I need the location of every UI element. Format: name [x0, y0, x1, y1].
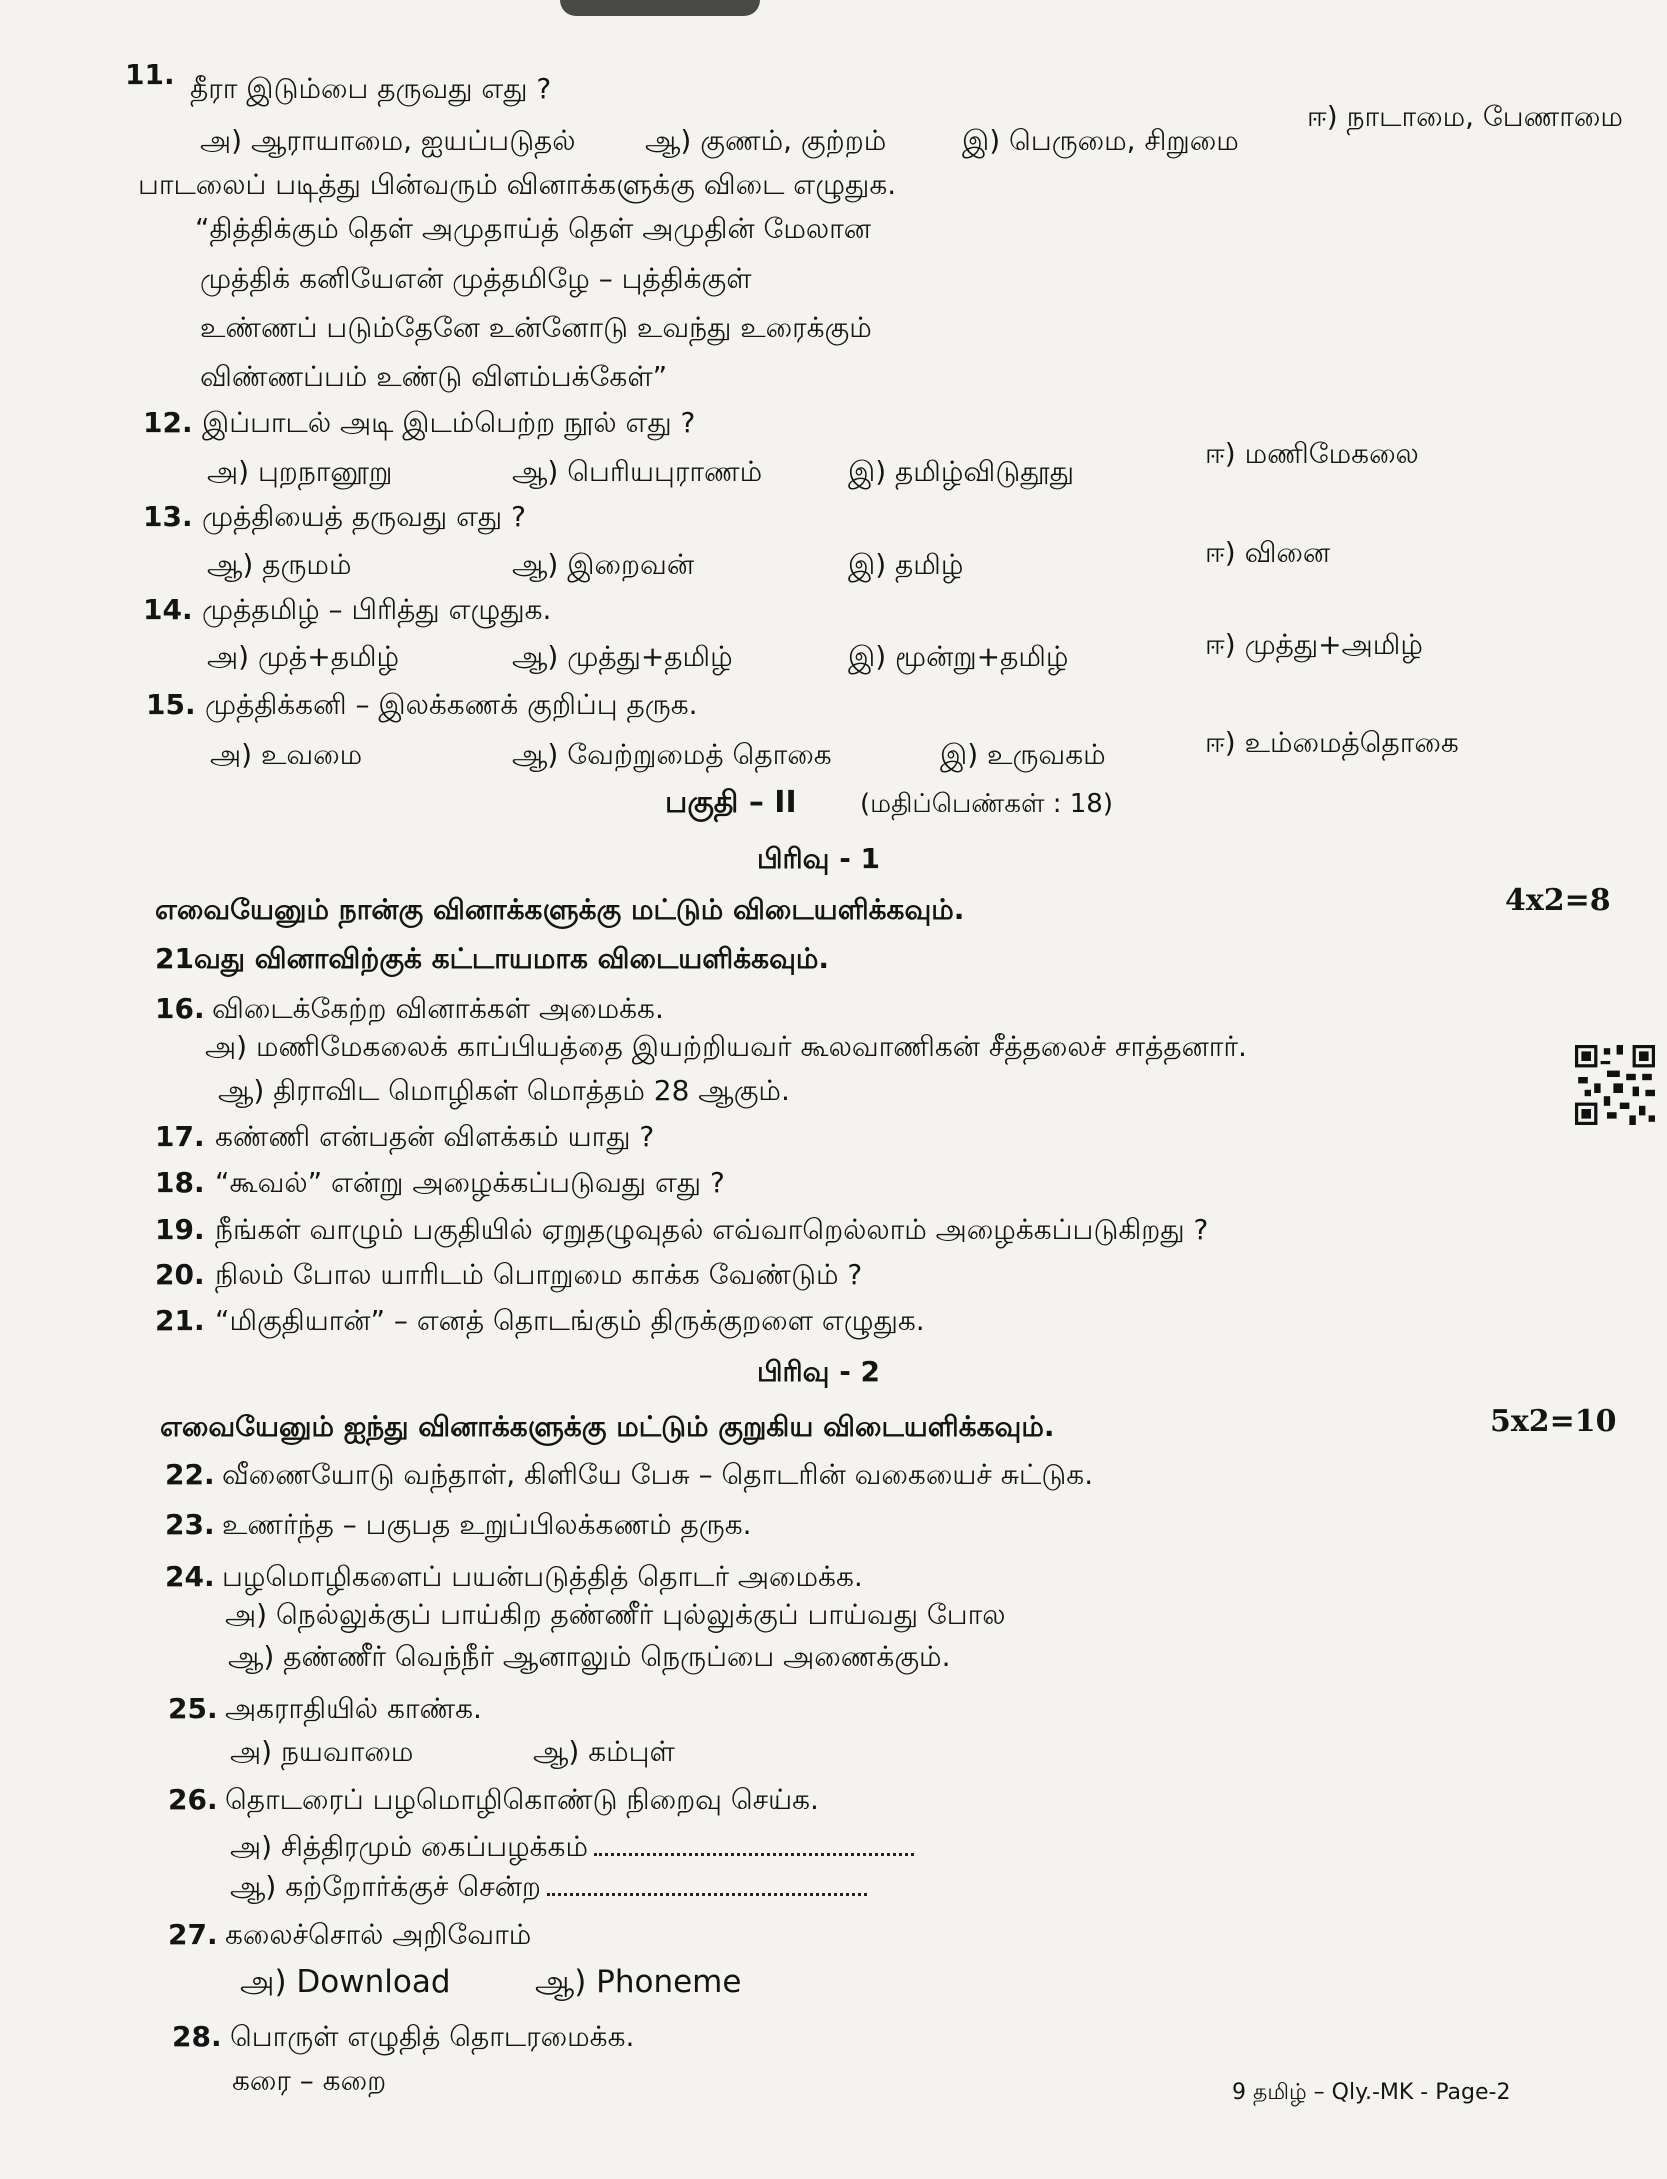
q26-sub-a	[230, 1830, 914, 1864]
q27-sub-b: ஆ) Phoneme	[535, 1964, 742, 2000]
q17-text: கண்ணி என்பதன் விளக்கம் யாது ?	[215, 1120, 655, 1153]
q14-text: முத்தமிழ் – பிரித்து எழுதுக.	[202, 593, 552, 626]
answer-blank	[547, 1893, 867, 1896]
q14-option-b: ஆ) முத்து+தமிழ்	[512, 640, 733, 673]
qr-code-icon	[1575, 1045, 1655, 1125]
q20-number: 20.	[155, 1258, 205, 1291]
q24-sub-a: அ) நெல்லுக்குப் பாய்கிற தண்ணீர் புல்லுக்குப் பாய்வது போல	[225, 1598, 1006, 1631]
page-footer: 9 தமிழ் – Qly.-MK - Page-2	[1232, 2080, 1511, 2105]
q27-sub-a: அ) Download	[240, 1964, 451, 2000]
q12-option-c: இ) தமிழ்விடுதூது	[848, 455, 1075, 488]
q13-number: 13.	[143, 500, 193, 533]
q23-text: உணர்ந்த – பகுபத உறுப்பிலக்கணம் தருக.	[222, 1508, 752, 1541]
q26-sub-b-label: ஆ) கற்றோர்க்குச் சென்ற	[230, 1870, 541, 1903]
q25-sub-b: ஆ) கம்புள்	[533, 1735, 675, 1768]
q23-number: 23.	[165, 1508, 215, 1541]
poem-line-1: “தித்திக்கும் தெள் அமுதாய்த் தெள் அமுதின் மேலான	[195, 212, 871, 245]
q17-number: 17.	[155, 1120, 205, 1153]
q20-text: நிலம் போல யாரிடம் பொறுமை காக்க வேண்டும் ?	[215, 1258, 863, 1291]
q12-number: 12.	[143, 406, 193, 439]
poem-line-3: உண்ணப் படும்தேனே உன்னோடு உவந்து உரைக்கும்	[200, 311, 872, 344]
section-1-marks: 4x2=8	[1505, 883, 1611, 918]
q11-number: 11.	[125, 58, 175, 91]
scan-smudge	[560, 0, 760, 16]
q21-number: 21.	[155, 1304, 205, 1337]
q15-number: 15.	[146, 688, 196, 721]
poem-line-2: முத்திக் கனியேஎன் முத்தமிழே – புத்திக்குள்	[200, 262, 752, 295]
q28-number: 28.	[172, 2020, 222, 2053]
q12-text: இப்பாடல் அடி இடம்பெற்ற நூல் எது ?	[202, 406, 696, 439]
answer-blank	[594, 1853, 914, 1856]
q25-number: 25.	[168, 1692, 218, 1725]
q15-option-a: அ) உவமை	[210, 738, 363, 771]
q16-number: 16.	[155, 992, 205, 1025]
section-1-title: பிரிவு - 1	[756, 842, 881, 875]
q27-number: 27.	[168, 1918, 218, 1951]
section-2-instruction: எவையேனும் ஐந்து வினாக்களுக்கு மட்டும் குறுகிய விடையளிக்கவும்.	[160, 1410, 1055, 1443]
section-2-marks: 5x2=10	[1490, 1404, 1617, 1439]
q26-number: 26.	[168, 1783, 218, 1816]
section-1-mandatory-note: 21வது வினாவிற்குக் கட்டாயமாக விடையளிக்கவும்.	[155, 942, 830, 975]
part-title: பகுதி – II	[665, 785, 797, 820]
q24-sub-b: ஆ) தண்ணீர் வெந்நீர் ஆனாலும் நெருப்பை அணைக்கும்.	[228, 1640, 951, 1673]
q26-text: தொடரைப் பழமொழிகொண்டு நிறைவு செய்க.	[225, 1783, 819, 1816]
q19-text: நீங்கள் வாழும் பகுதியில் ஏறுதழுவுதல் எவ்வாறெல்லாம் அழைக்கப்படுகிறது ?	[215, 1213, 1209, 1246]
q15-option-d: ஈ) உம்மைத்தொகை	[1205, 726, 1459, 759]
q15-option-b: ஆ) வேற்றுமைத் தொகை	[512, 738, 832, 771]
q14-option-d: ஈ) முத்து+அமிழ்	[1205, 628, 1423, 661]
q11-option-c: இ) பெருமை, சிறுமை	[962, 124, 1239, 157]
q15-text: முத்திக்கனி – இலக்கணக் குறிப்பு தருக.	[205, 688, 698, 721]
q13-option-a: ஆ) தருமம்	[207, 548, 352, 581]
q13-option-b: ஆ) இறைவன்	[512, 548, 694, 581]
q26-sub-a-label: அ) சித்திரமும் கைப்பழக்கம்	[230, 1830, 588, 1863]
q12-option-d: ஈ) மணிமேகலை	[1205, 437, 1419, 470]
q13-option-d: ஈ) வினை	[1205, 536, 1331, 569]
q26-sub-b	[230, 1870, 867, 1904]
q15-option-c: இ) உருவகம்	[940, 738, 1106, 771]
q22-text: வீணையோடு வந்தாள், கிளியே பேசு – தொடரின் வகையைச் சுட்டுக.	[222, 1458, 1094, 1491]
q14-option-a: அ) முத்+தமிழ்	[207, 640, 400, 673]
q25-text: அகராதியில் காண்க.	[225, 1692, 482, 1725]
q13-text: முத்தியைத் தருவது எது ?	[202, 500, 526, 533]
q18-text: “கூவல்” என்று அழைக்கப்படுவது எது ?	[215, 1166, 725, 1199]
q13-option-c: இ) தமிழ்	[848, 548, 964, 581]
q11-text: தீரா இடும்பை தருவது எது ?	[190, 72, 552, 105]
q25-sub-a: அ) நயவாமை	[230, 1735, 414, 1768]
q11-option-a: அ) ஆராயாமை, ஐயப்படுதல்	[200, 124, 576, 157]
q28-text: பொருள் எழுதித் தொடரமைக்க.	[230, 2020, 635, 2053]
section-2-title: பிரிவு - 2	[756, 1355, 881, 1388]
q22-number: 22.	[165, 1458, 215, 1491]
q24-number: 24.	[165, 1560, 215, 1593]
q18-number: 18.	[155, 1166, 205, 1199]
poem-line-4: விண்ணப்பம் உண்டு விளம்பக்கேள்”	[200, 360, 668, 393]
q11-option-d: ஈ) நாடாமை, பேணாமை	[1307, 100, 1623, 133]
q16-sub-a: அ) மணிமேகலைக் காப்பியத்தை இயற்றியவர் கூலவாணிகன் சீத்தலைச் சாத்தனார்.	[205, 1030, 1247, 1063]
section-1-instruction: எவையேனும் நான்கு வினாக்களுக்கு மட்டும் விடையளிக்கவும்.	[155, 893, 965, 926]
q27-text: கலைச்சொல் அறிவோம்	[225, 1918, 532, 1951]
q28-sub: கரை – கறை	[232, 2064, 387, 2097]
q21-text: “மிகுதியான்” – எனத் தொடங்கும் திருக்குறளை எழுதுக.	[215, 1304, 925, 1337]
q16-sub-b: ஆ) திராவிட மொழிகள் மொத்தம் 28 ஆகும்.	[218, 1074, 790, 1107]
q16-text: விடைக்கேற்ற வினாக்கள் அமைக்க.	[212, 992, 664, 1025]
q14-number: 14.	[143, 593, 193, 626]
q19-number: 19.	[155, 1213, 205, 1246]
q24-text: பழமொழிகளைப் பயன்படுத்தித் தொடர் அமைக்க.	[222, 1560, 863, 1593]
q11-option-b: ஆ) குணம், குற்றம்	[645, 124, 887, 157]
q12-option-b: ஆ) பெரியபுராணம்	[512, 455, 763, 488]
part-marks-note: (மதிப்பெண்கள் : 18)	[860, 789, 1113, 819]
q12-option-a: அ) புறநானூறு	[207, 455, 393, 488]
q14-option-c: இ) மூன்று+தமிழ்	[848, 640, 1069, 673]
passage-instruction: பாடலைப் படித்து பின்வரும் வினாக்களுக்கு விடை எழுதுக.	[138, 168, 897, 201]
